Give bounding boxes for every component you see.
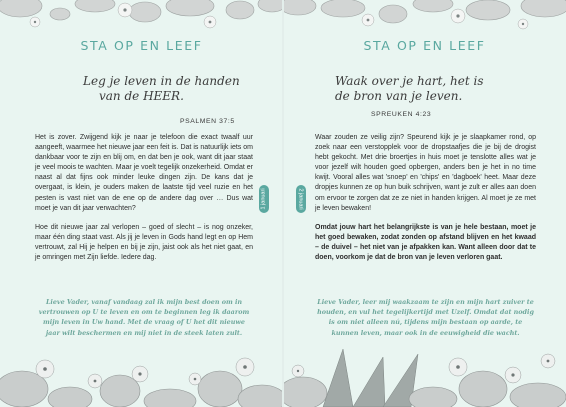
- page-gutter: [282, 0, 284, 407]
- paragraph: Omdat jouw hart het belangrijkste is van je hele bestaan, moet je het goed bewaken, zodat zonden op afstand blijven en het kwaad – de duivel – het niet van je afpakken kan. Want alleen door dat te doen, voorkom je dat de bron van je leven verloren gaat.: [315, 223, 536, 262]
- devotional-text: [35, 133, 253, 272]
- verse-line: Leg je leven in de handen: [83, 74, 240, 88]
- flower-border-bottom-right: [283, 319, 566, 407]
- date-tab: [296, 185, 306, 213]
- prayer-text: Lieve Vader, vanaf vandaag zal ik mijn best doen om in vertrouwen op U te leven en om te beginnen leg ik daarom mijn leven in Uw hand. Met de vraag of U het dit nieuwe jaar wilt beschermen en mij niet in de steek laten zult.: [38, 298, 250, 337]
- date-tab: [259, 185, 269, 213]
- verse-line: de bron van je leven.: [335, 89, 463, 103]
- bible-verse: [335, 74, 515, 104]
- right-page: [283, 0, 566, 407]
- devotional-text: [315, 133, 536, 272]
- verse-line: van de HEER.: [99, 89, 184, 103]
- date-label: 2 januari: [298, 188, 305, 210]
- prayer-text: Lieve Vader, leer mij waakzaam te zijn en mijn hart zuiver te houden, en vul het tegelijkertijd met Uzelf. Omdat dat nodig is om niet alleen nú, tijdens mijn bestaan op aarde, te kunnen leven, maar ook in de eeuwigheid die wacht.: [317, 298, 534, 337]
- page-header: STA OP EN LEEF: [80, 38, 203, 53]
- bible-verse: [83, 74, 253, 104]
- page-header: STA OP EN LEEF: [363, 38, 486, 53]
- date-label: 1 januari: [261, 188, 268, 210]
- paragraph: Waar zouden ze veilig zijn? Speurend kijk je je slaapkamer rond, op zoek naar een verstopplek voor de dropstaafjes die je bij de drogist hebt gekocht. Met drie broertjes in huis moet je tenslotte alles wat je voor jezelf wilt houden goed opbergen, anders ben je het in no time kwijt. Vooral alles wat 'snoep' en 'chips' en 'dagboek' heet. Maar deze dropjes kunnen ze op hun buik schrijven, want je zult er alles aan doen om ervoor te zorgen dat ze ze niet in handen krijgen. Al moet je ze met je leven bewaken!: [315, 134, 536, 212]
- paragraph: Het is zover. Zwijgend kijk je naar je telefoon die exact twaalf uur aangeeft, waarmee het nieuwe jaar een feit is. Dat is natuurlijk iets om dankbaar voor te zijn en blij om, en dat ben je ook, want dit jaar staat je veel moois te wachten. Maar je voelt tegelijk onzekerheid. Omdat er naast al dat fijns ook minder leuke dingen zijn. De kans dat je overgaat, is klein, je ouders maken de laatste tijd veel ruzie en het pesten is vast niet van de ene op de andere dag over … Dus wat moet je van dit jaar verwachten?: [35, 134, 253, 212]
- verse-line: Waak over je hart, het is: [335, 74, 484, 88]
- verse-reference: SPREUKEN 4:23: [371, 111, 432, 118]
- verse-reference: PSALMEN 37:5: [180, 118, 235, 125]
- flower-border-bottom-left: [0, 319, 283, 407]
- paragraph: Hoe dit nieuwe jaar zal verlopen – goed of slecht – is nog onzeker, maar één ding staat vast. Als jij je leven in Gods hand legt en op Hem vertrouwt, zal Hij je helpen en bij je zijn, jaist ook als het niet gaat, en je omringen met Zijn liefde. Iedere dag.: [35, 223, 253, 262]
